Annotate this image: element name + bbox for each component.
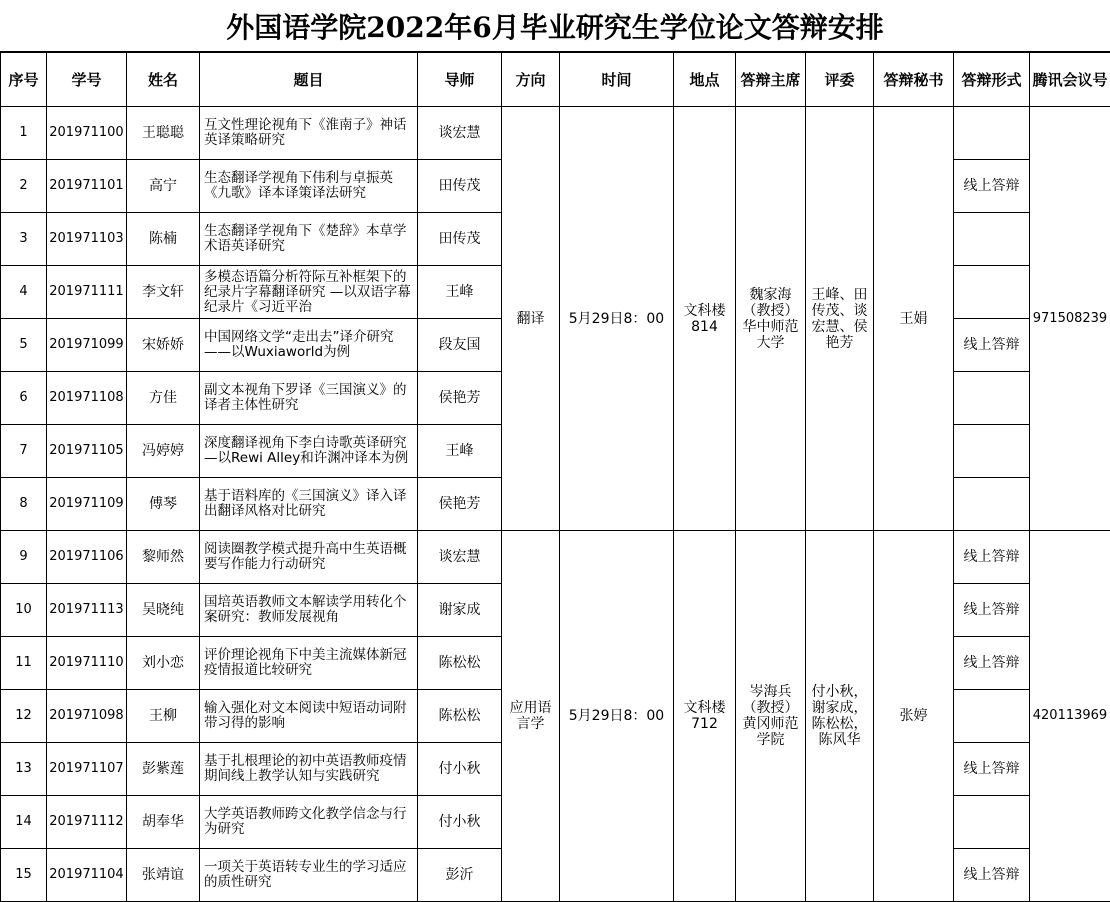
meeting-number-cell: 420113969 <box>1030 531 1110 902</box>
serial-cell: 4 <box>1 266 47 319</box>
defense-chair-cell: 岑海兵（教授）黄冈师范学院 <box>736 531 806 902</box>
defense-format-cell: 线上答辩 <box>954 743 1030 796</box>
advisor-cell: 谈宏慧 <box>418 531 502 584</box>
student-name-cell: 胡奉华 <box>127 796 200 849</box>
defense-format-cell <box>954 266 1030 319</box>
time-cell: 5月29日8：00 <box>560 107 674 531</box>
advisor-cell: 付小秋 <box>418 743 502 796</box>
advisor-cell: 陈松松 <box>418 690 502 743</box>
student-id-cell: 201971104 <box>47 849 127 902</box>
serial-cell: 1 <box>1 107 47 160</box>
student-id-cell: 201971113 <box>47 584 127 637</box>
thesis-title-cell: 一项关于英语转专业生的学习适应的质性研究 <box>200 849 418 902</box>
header-cell: 答辩形式 <box>954 53 1030 107</box>
serial-cell: 2 <box>1 160 47 213</box>
student-id-cell: 201971108 <box>47 372 127 425</box>
student-id-cell: 201971110 <box>47 637 127 690</box>
header-cell: 序号 <box>1 53 47 107</box>
header-cell: 时间 <box>560 53 674 107</box>
defense-chair-cell: 魏家海（教授）华中师范大学 <box>736 107 806 531</box>
student-id-cell: 201971103 <box>47 213 127 266</box>
thesis-title-cell: 基于语料库的《三国演义》译入译出翻译风格对比研究 <box>200 478 418 531</box>
time-cell: 5月29日8：00 <box>560 531 674 902</box>
student-id-cell: 201971109 <box>47 478 127 531</box>
student-name-cell: 宋娇娇 <box>127 319 200 372</box>
thesis-title-cell: 深度翻译视角下李白诗歌英译研究—以Rewi Alley和许渊冲译本为例 <box>200 425 418 478</box>
defense-format-cell <box>954 213 1030 266</box>
student-name-cell: 刘小恋 <box>127 637 200 690</box>
committee-cell: 王峰、田传茂、谈宏慧、侯艳芳 <box>806 107 874 531</box>
serial-cell: 5 <box>1 319 47 372</box>
defense-format-cell: 线上答辩 <box>954 160 1030 213</box>
student-name-cell: 李文轩 <box>127 266 200 319</box>
advisor-cell: 付小秋 <box>418 796 502 849</box>
defense-format-cell <box>954 372 1030 425</box>
serial-cell: 13 <box>1 743 47 796</box>
header-cell: 答辩秘书 <box>874 53 954 107</box>
direction-cell: 应用语言学 <box>502 531 560 902</box>
defense-format-cell: 线上答辩 <box>954 637 1030 690</box>
thesis-title-cell: 多模态语篇分析符际互补框架下的纪录片字幕翻译研究 —以双语字幕纪录片《习近平治 <box>200 266 418 319</box>
advisor-cell: 彭沂 <box>418 849 502 902</box>
header-cell: 姓名 <box>127 53 200 107</box>
student-name-cell: 冯婷婷 <box>127 425 200 478</box>
thesis-title-cell: 评价理论视角下中美主流媒体新冠疫情报道比较研究 <box>200 637 418 690</box>
serial-cell: 6 <box>1 372 47 425</box>
defense-format-cell: 线上答辩 <box>954 584 1030 637</box>
serial-cell: 11 <box>1 637 47 690</box>
header-row <box>1 53 1110 107</box>
serial-cell: 15 <box>1 849 47 902</box>
student-id-cell: 201971107 <box>47 743 127 796</box>
student-name-cell: 张靖谊 <box>127 849 200 902</box>
serial-cell: 12 <box>1 690 47 743</box>
advisor-cell: 田传茂 <box>418 213 502 266</box>
student-name-cell: 傅琴 <box>127 478 200 531</box>
defense-format-cell: 线上答辩 <box>954 849 1030 902</box>
serial-cell: 9 <box>1 531 47 584</box>
defense-format-cell <box>954 425 1030 478</box>
header-cell: 题目 <box>200 53 418 107</box>
advisor-cell: 陈松松 <box>418 637 502 690</box>
table-row <box>1 531 1110 584</box>
defense-format-cell <box>954 690 1030 743</box>
student-name-cell: 王柳 <box>127 690 200 743</box>
thesis-title-cell: 互文性理论视角下《淮南子》神话英译策略研究 <box>200 107 418 160</box>
thesis-title-cell: 生态翻译学视角下《楚辞》本草学术语英译研究 <box>200 213 418 266</box>
thesis-title-cell: 输入强化对文本阅读中短语动词附带习得的影响 <box>200 690 418 743</box>
direction-cell: 翻译 <box>502 107 560 531</box>
thesis-title-cell: 大学英语教师跨文化教学信念与行为研究 <box>200 796 418 849</box>
advisor-cell: 王峰 <box>418 266 502 319</box>
table-row <box>1 107 1110 160</box>
advisor-cell: 谢家成 <box>418 584 502 637</box>
advisor-cell: 田传茂 <box>418 160 502 213</box>
advisor-cell: 侯艳芳 <box>418 372 502 425</box>
committee-cell: 付小秋，谢家成，陈松松，陈风华 <box>806 531 874 902</box>
student-name-cell: 吴晓纯 <box>127 584 200 637</box>
advisor-cell: 王峰 <box>418 425 502 478</box>
student-id-cell: 201971099 <box>47 319 127 372</box>
student-name-cell: 高宁 <box>127 160 200 213</box>
header-cell: 方向 <box>502 53 560 107</box>
serial-cell: 7 <box>1 425 47 478</box>
student-id-cell: 201971098 <box>47 690 127 743</box>
thesis-title-cell: 中国网络文学“走出去”译介研究 ——以Wuxiaworld为例 <box>200 319 418 372</box>
thesis-title-cell: 基于扎根理论的初中英语教师疫情期间线上教学认知与实践研究 <box>200 743 418 796</box>
student-name-cell: 黎师然 <box>127 531 200 584</box>
student-id-cell: 201971101 <box>47 160 127 213</box>
student-name-cell: 陈楠 <box>127 213 200 266</box>
student-name-cell: 王聪聪 <box>127 107 200 160</box>
location-cell: 文科楼814 <box>674 107 736 531</box>
student-name-cell: 彭紫莲 <box>127 743 200 796</box>
student-id-cell: 201971106 <box>47 531 127 584</box>
defense-format-cell: 线上答辩 <box>954 531 1030 584</box>
student-id-cell: 201971105 <box>47 425 127 478</box>
meeting-number-cell: 971508239 <box>1030 107 1110 531</box>
defense-format-cell: 线上答辩 <box>954 319 1030 372</box>
student-id-cell: 201971112 <box>47 796 127 849</box>
student-id-cell: 201971100 <box>47 107 127 160</box>
student-name-cell: 方佳 <box>127 372 200 425</box>
header-cell: 腾讯会议号 <box>1030 53 1110 107</box>
defense-format-cell <box>954 107 1030 160</box>
header-cell: 学号 <box>47 53 127 107</box>
secretary-cell: 张婷 <box>874 531 954 902</box>
student-id-cell: 201971111 <box>47 266 127 319</box>
location-cell: 文科楼712 <box>674 531 736 902</box>
advisor-cell: 侯艳芳 <box>418 478 502 531</box>
secretary-cell: 王娟 <box>874 107 954 531</box>
defense-format-cell <box>954 796 1030 849</box>
header-cell: 答辩主席 <box>736 53 806 107</box>
serial-cell: 3 <box>1 213 47 266</box>
header-cell: 评委 <box>806 53 874 107</box>
serial-cell: 14 <box>1 796 47 849</box>
advisor-cell: 段友国 <box>418 319 502 372</box>
thesis-title-cell: 阅读圈教学模式提升高中生英语概要写作能力行动研究 <box>200 531 418 584</box>
thesis-title-cell: 副文本视角下罗译《三国演义》的译者主体性研究 <box>200 372 418 425</box>
advisor-cell: 谈宏慧 <box>418 107 502 160</box>
header-cell: 地点 <box>674 53 736 107</box>
serial-cell: 8 <box>1 478 47 531</box>
header-cell: 导师 <box>418 53 502 107</box>
defense-format-cell <box>954 478 1030 531</box>
serial-cell: 10 <box>1 584 47 637</box>
defense-schedule-table <box>0 52 1110 902</box>
thesis-title-cell: 国培英语教师文本解读学用转化个案研究：教师发展视角 <box>200 584 418 637</box>
thesis-title-cell: 生态翻译学视角下伟利与卓振英《九歌》译本译策译法研究 <box>200 160 418 213</box>
page-title: 外国语学院2022年6月毕业研究生学位论文答辩安排 <box>0 0 1110 52</box>
